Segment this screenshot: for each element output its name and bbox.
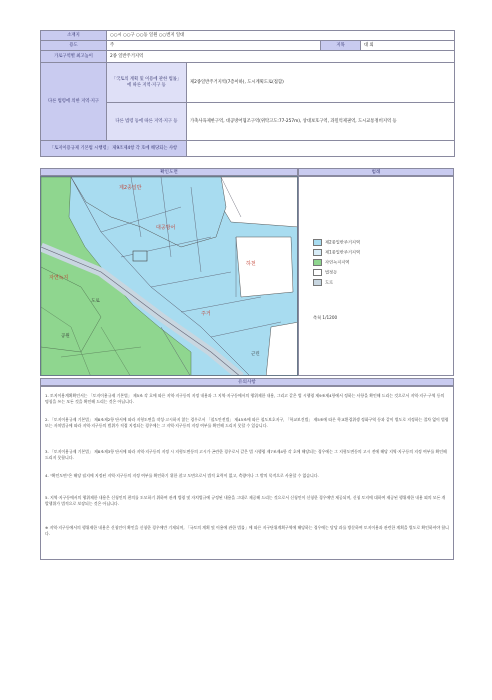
other-laws-label: 다른 법령에 의한 지역·지구 [41, 63, 107, 141]
legend-item: 제2종일반주거지역 [313, 239, 360, 246]
legend-swatch [313, 269, 322, 276]
legend-swatch [313, 279, 322, 286]
national-law-value: 제2종일반주거지역(7층이하), 도시계획도로(접함) [187, 63, 455, 103]
height-limit-label: 가로구역별 최고높이 [41, 51, 107, 63]
notes-panel [40, 386, 454, 560]
other-law-label: 다른 법령 등에 따른 지역·지구 등 [107, 103, 187, 141]
land-use-table [40, 30, 455, 157]
map-scale: 축척 1/1200 [313, 315, 338, 320]
decree-value [187, 141, 455, 157]
national-law-label: 「국토의 계획 및 이용에 관한 법률」에 따른 지역·지구 등 [107, 63, 187, 103]
map-label: 공원 [61, 334, 70, 339]
map-label: 하천 [246, 261, 256, 267]
use-value: 주 [107, 41, 321, 51]
zoning-map-graphic [41, 177, 298, 376]
note-item: ※ 지역·지구등에서의 행위제한 내용은 신청인이 확인을 신청한 경우에만 기재되며, 「국토의 계획 및 이용에 관한 법률」에 따른 지구단위계획구역에 해당하는 경우에는 담당 과를 방문하여 토지이용과 관련한 계획을 별도로 확인하셔야 합니다. [45, 525, 449, 536]
map-label: 도로 [91, 299, 100, 304]
legend-swatch [313, 249, 322, 256]
map-label: 근린 [251, 352, 260, 357]
note-item: 4. "확인도면"은 해당 필지에 지정된 지역·지구등의 지정 여부를 확인하기 위한 참고 도면으로서 법적 효력이 없고, 측량이나 그 밖의 목적으로 사용할 수 없습니다. [45, 473, 319, 478]
legend-item: 제1종일반주거지역 [313, 249, 360, 256]
use-label: 용도 [41, 41, 107, 51]
land-category-label: 지목 [321, 41, 361, 51]
legend-panel [298, 176, 454, 376]
height-limit-value: 2종 일반주거지역 [107, 51, 455, 63]
note-item: 5. 지역·지구등에서의 행위제한 내용은 신청인의 편의를 도모하기 위하여 관계 법령 및 자치법규에 규정된 내용을 그대로 제공해 드리는 것으로서 신청인이 신청한 경우에만 제공되며, 신청 토지에 대하여 제공된 행위제한 내용 외의 모든 개발행위가 법적으로 보장되는 것은 아닙니다. [45, 495, 446, 506]
legend-swatch [313, 239, 322, 246]
location-value: ○○시 ○○구 ○○동 일원 ○○번지 일대 [107, 31, 455, 41]
legend-item: 법정동 [313, 269, 337, 276]
map-label: 자연녹지 [49, 275, 69, 281]
legend-swatch [313, 259, 322, 266]
map-label: 주거 [201, 311, 211, 317]
location-label: 소재지 [41, 31, 107, 41]
legend-section-title: 범례 [298, 168, 454, 176]
land-category-value: 대 외 [361, 41, 455, 51]
note-item: 1. 토지이용계획확인서는 「토지이용규제 기본법」 제5조 각 호에 따른 지역·지구등의 지정 내용과 그 지역·지구등에서의 행위제한 내용, 그리고 같은 법 시행령 제9조제4항에서 정하는 사항을 확인해 드리는 것으로서 지역·지구·구역 등의 명칭을 쓰는 모든 것을 확인해 드리는 것은 아닙니다. [45, 393, 445, 404]
note-item: 3. 「토지이용규제 기본법」 제8조제3항 단서에 따라 지역·지구등의 지정 시 지형도면등의 고시가 곤란한 경우로서 같은 법 시행령 제7조제4항 각 호에 해당되는 경우에는 그 지형도면등의 고시 전에 해당 지역·지구등의 지정 여부를 확인해 드리지 못합니다. [45, 449, 447, 460]
map-section-title: 확인도면 [40, 168, 298, 176]
map-label: 제2종일반 [119, 185, 142, 191]
legend-item: 자연녹지지역 [313, 259, 349, 266]
map-label: 대공방어 [156, 225, 176, 231]
legend-item: 도로 [313, 279, 333, 286]
notes-section-title: 유의사항 [40, 378, 454, 386]
note-item: 2. 「토지이용규제 기본법」 제8조제2항 단서에 따라 지형도면을 작성·고시하지 않는 경우로서 「철도안전법」 제45조에 따른 철도보호지구, 「학교보건법」 제5조에 따른 학교환경위생 정화구역 등과 같이 별도로 지정하는 절차 없이 법령 또는 자치법규에 따라 지역·지구등의 범위가 직접 지정되는 경우에는 그 지역·지구등의 지정 여부를 확인해 드리지 못할 수 있습니다. [45, 417, 449, 428]
other-law-value: 가축사육제한구역, 대공방어협조구역(위탁고도:77-257m), 상대보호구역, 과밀억제권역, 도시교통정비지역 등 [187, 103, 455, 141]
decree-label: 「토지이용규제 기본법 시행령」 제9조제4항 각 호에 해당되는 사항 [41, 141, 187, 157]
confirmation-map [40, 176, 298, 376]
